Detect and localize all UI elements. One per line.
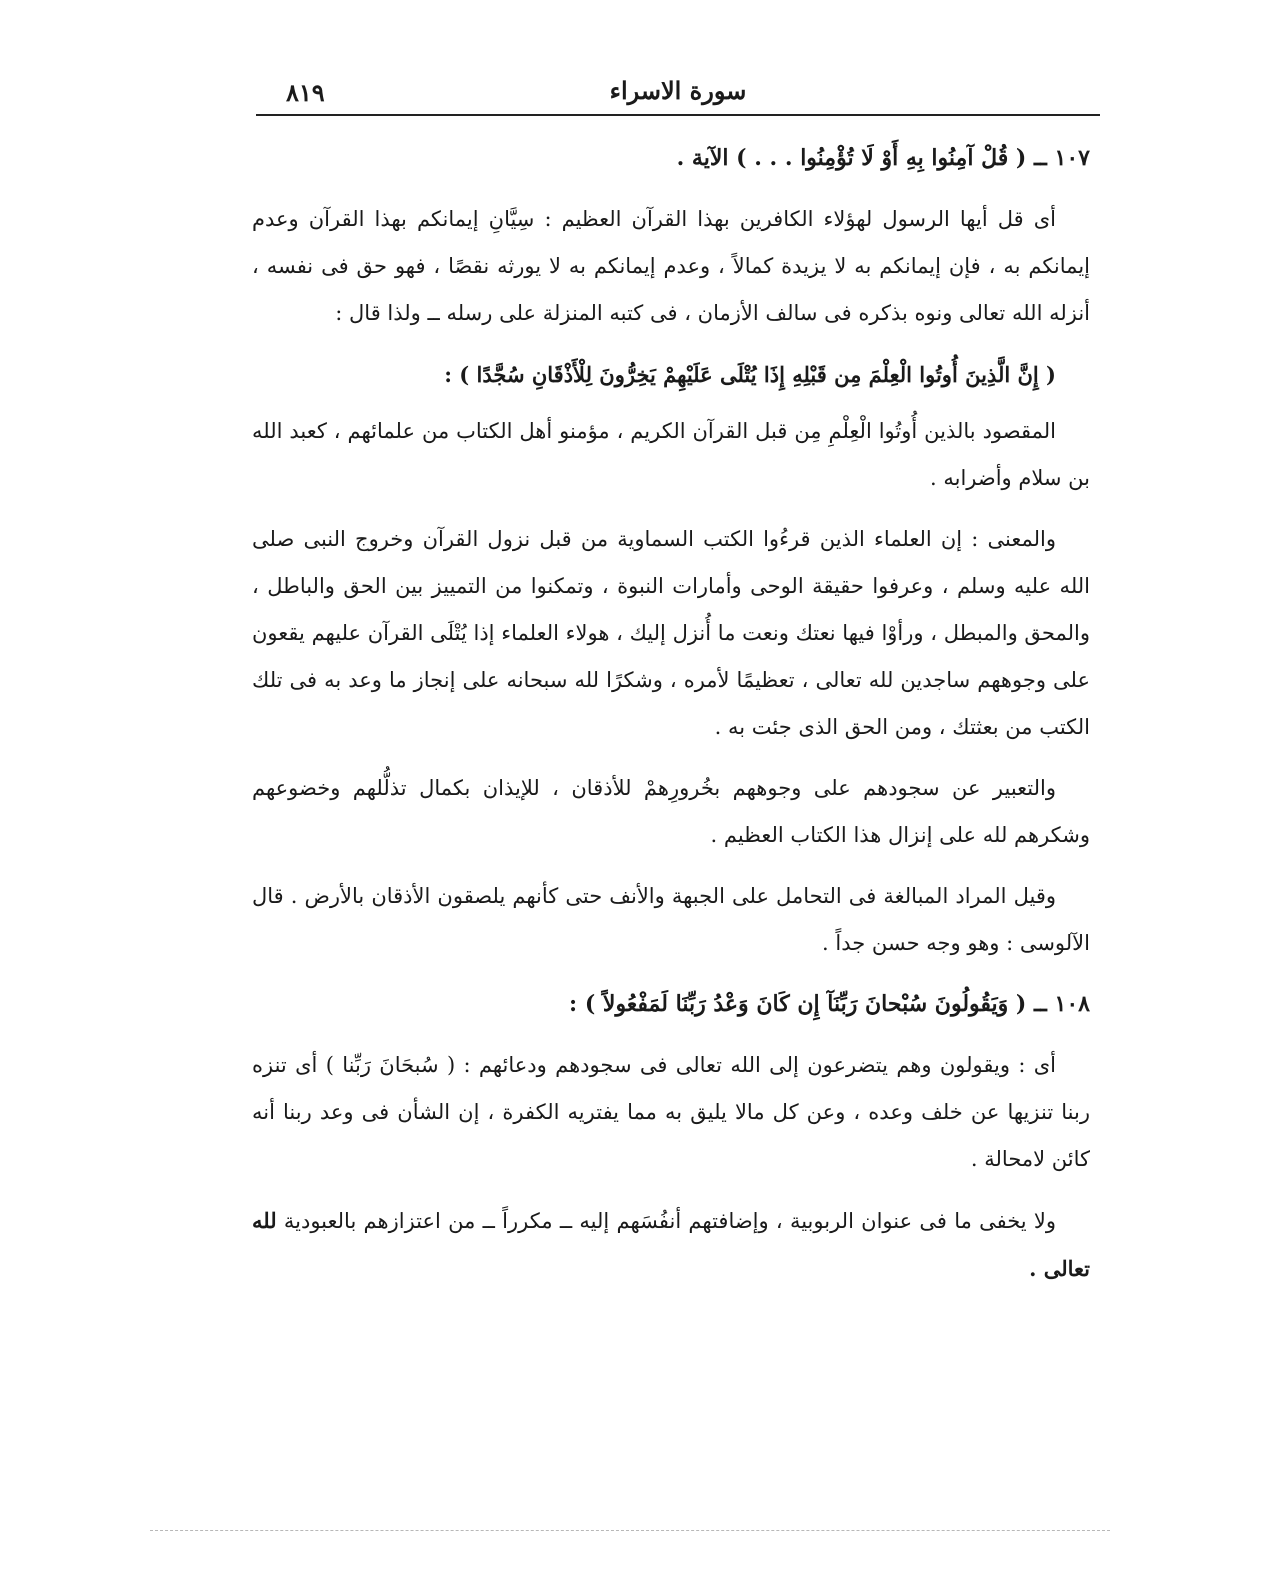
verse-107-heading: ١٠٧ ــ ( قُلْ آمِنُوا بِهِ أَوْ لَا تُؤْمِنُوا . . . ) الآية . [676,145,1090,171]
surah-title: سورة الاسراء [609,76,747,105]
paragraph-7-text: ولا يخفى ما فى عنوان الربوبية ، وإضافتهم أنفُسَهم إليه ــ مكرراً ــ من اعتزازهم بالعبودية [283,1209,1056,1233]
paragraph-5: وقيل المراد المبالغة فى التحامل على الجبهة والأنف حتى كأنهم يلصقون الأذقان بالأرض . قال الآلوسى : وهو وجه حسن جداً . [252,884,1090,955]
page-body [252,135,1090,1293]
paragraph-7 [252,1197,1090,1293]
page-number: ٨١٩ [286,78,325,107]
paragraph-3: والمعنى : إن العلماء الذين قرءُوا الكتب السماوية من قبل نزول القرآن وخروج النبى صلى الله عليه وسلم ، وعرفوا حقيقة الوحى وأمارات النبوة ، وتمكنوا من التمييز بين الحق والباطل ، والمحق والمبطل ، ورأوْا فيها نعتك ونعت ما أُنزل إليك ، هولاء العلماء إذا يُتْلَى القرآن عليهم يقعون على وجوههم ساجدين لله تعالى ، تعظيمًا لأمره ، وشكرًا لله سبحانه على إنجاز ما وعد به فى تلك الكتب من بعثتك ، ومن الحق الذى جئت به . [252,527,1090,739]
paragraph-1: أى قل أيها الرسول لهؤلاء الكافرين بهذا القرآن العظيم : سِيَّانِ إيمانكم بهذا القرآن وعدم إيمانكم به ، فإن إيمانكم به لا يزيدة كمالاً ، وعدم إيمانكم به لا يورثه نقصًا ، فهو حق فى نفسه ، أنزله الله تعالى ونوه بذكره فى سالف الأزمان ، فى كتبه المنزلة على رسله ــ ولذا قال : [252,207,1090,325]
verse-108-heading: ١٠٨ ــ ( وَيَقُولُونَ سُبْحانَ رَبِّنَآ إِن كَانَ وَعْدُ رَبِّنَا لَمَفْعُولاً ) : [569,991,1090,1017]
header-divider [256,114,1100,116]
paragraph-6: أى : ويقولون وهم يتضرعون إلى الله تعالى فى سجودهم ودعائهم : ( سُبحَانَ رَبِّنا ) أى تنزه ربنا تنزيها عن خلف وعده ، وعن كل مالا يليق به مما يفتريه الكفرة ، إن الشأن فى وعد ربنا أنه كائن لامحالة . [252,1053,1090,1171]
quoted-verse: ( إِنَّ الَّذِينَ أُوتُوا الْعِلْمَ مِن قَبْلِهِ إِذَا يُتْلَى عَلَيْهِمْ يَخِرُّونَ لِلْأَذْقَانِ سُجَّدًا ) : [444,362,1056,387]
paragraph-7-ending: لله تعالى . [252,1208,1090,1281]
page-header [256,70,1100,114]
paragraph-2: المقصود بالذين أُوتُوا الْعِلْمِ مِن قبل القرآن الكريم ، مؤمنو أهل الكتاب من علمائهم ، كعبد الله بن سلام وأضرابه . [252,419,1090,490]
paragraph-4: والتعبير عن سجودهم على وجوههم بخُرورِهمْ للأذقان ، للإيذان بكمال تذلُّلهم وخضوعهم وشكرهم لله على إنزال هذا الكتاب العظيم . [252,776,1090,847]
footer-divider [150,1530,1110,1531]
